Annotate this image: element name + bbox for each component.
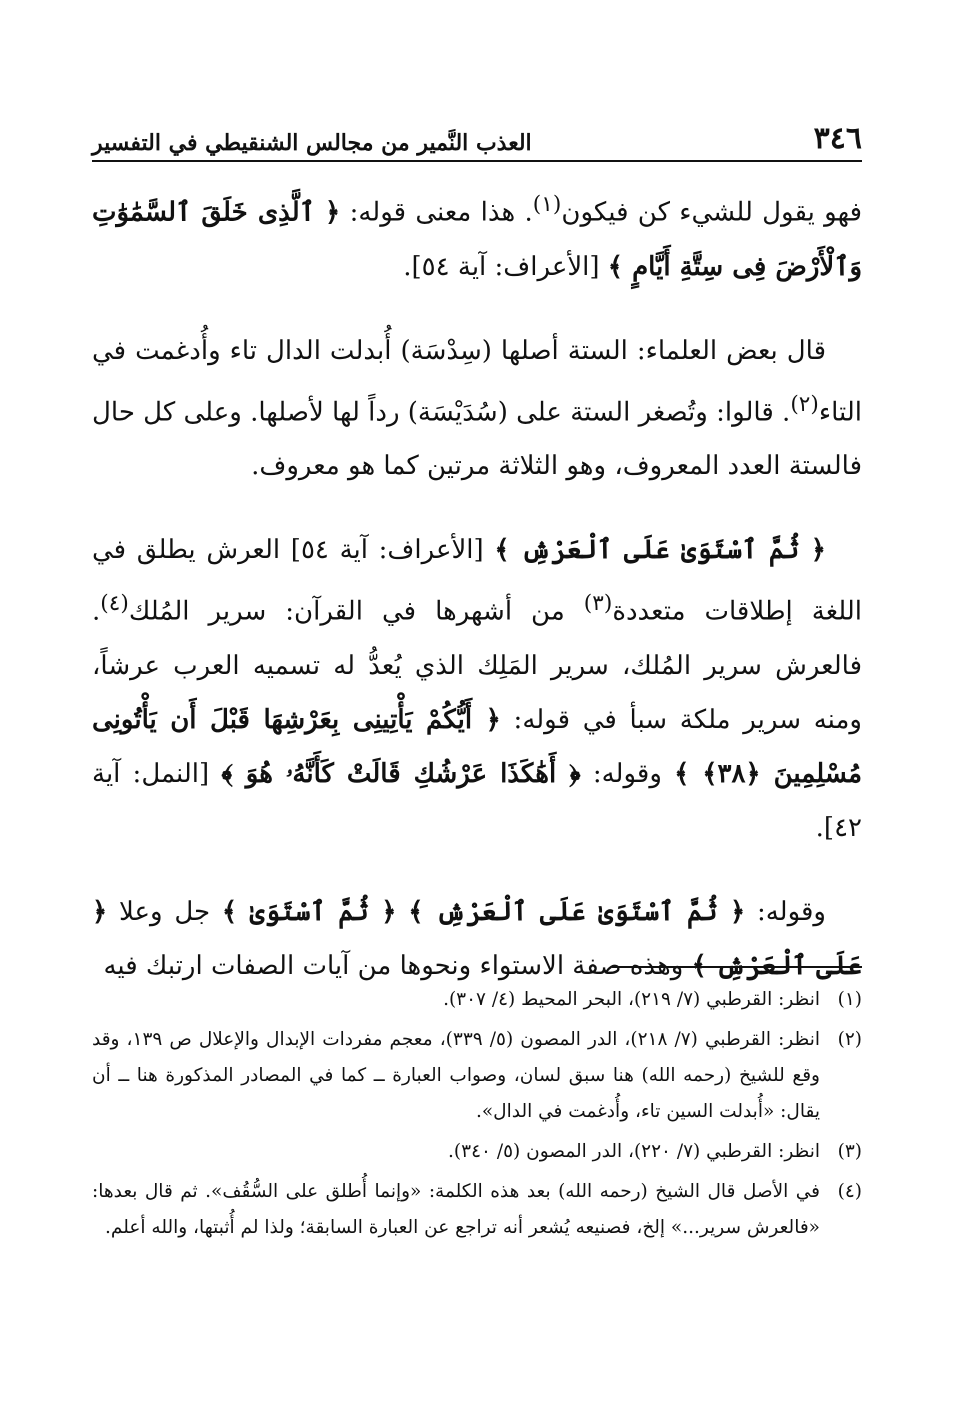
text-segment: وقوله:: [580, 758, 675, 789]
footnote-ref: (٢): [790, 391, 819, 417]
footnote-divider: [612, 966, 862, 968]
footnote-number: (٣): [837, 1141, 862, 1162]
text-segment: فهو يقول للشيء كن فيكون: [561, 197, 863, 228]
paragraph-3: [92, 523, 862, 855]
footnote-text: في الأصل قال الشيخ (رحمه الله) بعد هذه الكلمة: «وإنما أُطلق على السُّقُف». ثم قال بعدها: «فالعرش سرير...» إلخ، فصنيعه يُشعر أنه تراجع عن العبارة السابقة؛ ولذا لم أُثبتها، والله أعلم.: [92, 1181, 820, 1238]
footnote-item: [92, 1134, 862, 1170]
body-text: [92, 178, 862, 1023]
footnote-number: (٢): [837, 1029, 862, 1050]
text-segment: . هذا معنى قوله:: [340, 197, 533, 228]
text-segment: . قالوا: وتُصغر الستة على (سُدَيْسَة) رداً لها لأصلها. وعلى كل حال فالستة العدد المعروف، وهو الثلاثة مرتين كما هو معروف.: [92, 397, 862, 482]
text-segment: وهذه صفة الاستواء ونحوها من آيات الصفات ارتبك فيه: [103, 950, 692, 981]
footnote-item: [92, 1022, 862, 1130]
quran-verse: ﴿ أَهَٰكَذَا عَرْشُكِ قَالَتْ كَأَنَّهُۥ هُوَ ﴾: [221, 758, 581, 789]
footnote-text: انظر: القرطبي (٧/ ٢١٨)، الدر المصون (٥/ ٣٣٩)، معجم مفردات الإبدال والإعلال ص ١٣٩، وقد وقع للشيخ (رحمه الله) هنا سبق لسان، وصواب العبارة ــ كما في المصادر المذكورة هنا ــ أن يقال: «أُبدلت السين تاء، وأُدغمت في الدال».: [92, 1029, 820, 1122]
running-title: العذب النَّمير من مجالس الشنقيطي في التفسير: [92, 130, 532, 156]
quran-verse: ﴿ ثُمَّ ٱسْتَوَىٰ عَلَى ٱلْعَرْشِ ﴾: [494, 535, 826, 566]
quran-verse: ﴿ أَيُّكُمْ يَأْتِينِى بِعَرْشِهَا قَبْلَ أَن يَأْتُونِى مُسْلِمِينَ ﴿٣٨﴾ ﴾: [92, 704, 862, 789]
text-segment: . فالعرش سرير المُلك، سرير المَلِك الذي يُعدُّ له تسميه العرب عرشاً، ومنه سرير ملكة سبأ في قوله:: [92, 596, 862, 735]
footnote-text: انظر: القرطبي (٧/ ٢١٩)، البحر المحيط (٤/ ٣٠٧).: [443, 989, 820, 1010]
paragraph-4: [92, 885, 862, 993]
footnote-text: انظر: القرطبي (٧/ ٢٢٠)، الدر المصون (٥/ ٣٤٠).: [448, 1141, 820, 1162]
text-segment: [397, 897, 409, 927]
text-segment: [الأعراف: آية ٥٤] العرش يطلق في اللغة إطلاقات متعددة: [92, 535, 862, 627]
footnotes: [92, 982, 862, 1250]
text-segment: [الأعراف: آية ٥٤].: [403, 251, 608, 282]
text-segment: من أشهرها في القرآن: سرير المُلك: [128, 596, 584, 627]
text-segment: وقوله:: [745, 896, 826, 927]
footnote-item: [92, 982, 862, 1018]
quran-verse: ﴿ ٱلَّذِى خَلَقَ ٱلسَّمَٰوَٰتِ وَٱلْأَرْضَ فِى سِتَّةِ أَيَّامٍ ﴾: [92, 197, 862, 282]
paragraph-1: [92, 178, 862, 294]
footnote-number: (١): [837, 989, 862, 1010]
page-header: [92, 108, 862, 162]
quran-verse: ﴿ ثُمَّ ٱسْتَوَىٰ ﴾: [221, 896, 397, 927]
text-segment: جل وعلا: [107, 896, 222, 927]
text-segment: قال بعض العلماء: الستة أصلها (سِدْسَة) أُبدلت الدال تاء وأُدغمت في التاء: [92, 335, 862, 428]
quran-verse: ﴿ ثُمَّ ٱسْتَوَىٰ عَلَى ٱلْعَرْشِ ﴾: [408, 896, 746, 927]
text-segment: [النمل: آية ٤٢].: [92, 758, 862, 843]
footnote-ref: (٣): [583, 591, 613, 617]
footnote-ref: (٤): [100, 591, 129, 617]
quran-verse: ﴿ عَلَى ٱلْعَرْشِ ﴾: [92, 896, 862, 981]
page-number: ٣٤٦: [813, 121, 862, 156]
footnote-ref: (١): [532, 192, 562, 217]
paragraph-2: [92, 324, 862, 494]
book-page: [92, 0, 862, 1414]
footnote-item: [92, 1174, 862, 1246]
footnote-number: (٤): [837, 1181, 862, 1202]
